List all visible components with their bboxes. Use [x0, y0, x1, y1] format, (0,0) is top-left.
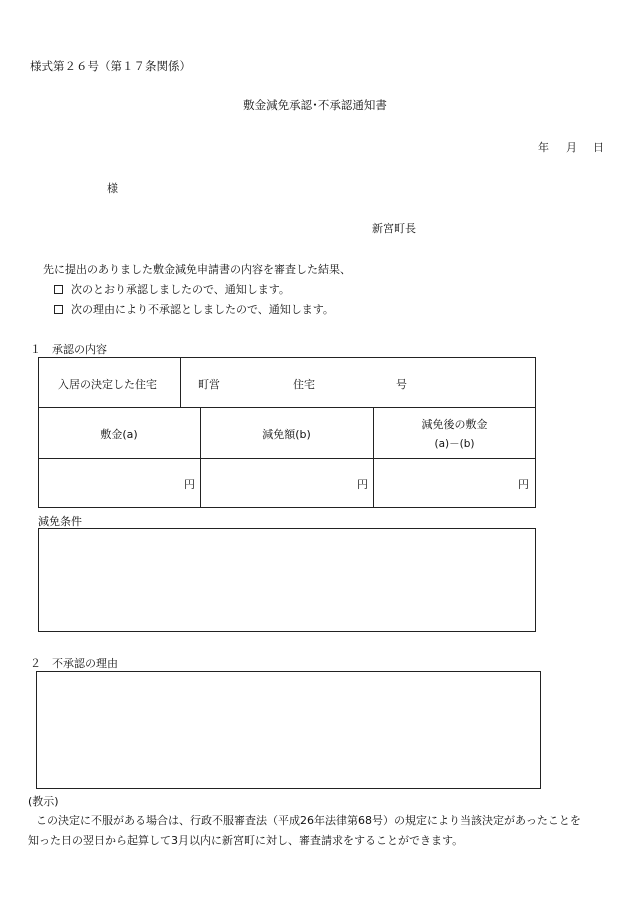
rejection-reason-box — [36, 671, 541, 789]
section2-heading: ２ 不承認の理由 — [30, 657, 118, 670]
col-after-formula: (a)－(b) — [434, 438, 475, 450]
option-rejected — [54, 301, 334, 317]
form-number: 様式第２６号（第１７条関係） — [30, 59, 191, 73]
col-after-deposit: 減免後の敷金 — [421, 418, 488, 431]
residence-town: 町営 — [198, 378, 220, 391]
reject-checkbox — [54, 305, 63, 314]
residence-number: 号 — [396, 378, 407, 391]
col-reduction: 減免額(b) — [262, 428, 311, 441]
option-approved — [54, 281, 290, 297]
option-approved-label: 次のとおり承認しましたので、通知します。 — [71, 283, 290, 296]
date-month: 月 — [566, 141, 577, 154]
table-divider — [38, 407, 536, 408]
notice-line-1: この決定に不服がある場合は、行政不服審査法（平成26年法律第68号）の規定により当該決定があったことを — [36, 814, 581, 827]
yen-after: 円 — [518, 478, 529, 491]
issuer: 新宮町長 — [372, 222, 416, 235]
residence-housing: 住宅 — [293, 378, 315, 391]
approve-checkbox — [54, 285, 63, 294]
table-divider — [200, 407, 201, 508]
section1-heading: １ 承認の内容 — [30, 343, 107, 356]
yen-reduction: 円 — [357, 478, 368, 491]
conditions-box — [38, 528, 536, 632]
conditions-label: 減免条件 — [38, 515, 82, 528]
date-year: 年 — [538, 141, 549, 154]
option-rejected-label: 次の理由により不承認としましたので、通知します。 — [71, 303, 334, 316]
col-deposit: 敷金(a) — [100, 428, 138, 441]
notice-line-2: 知った日の翌日から起算して3月以内に新宮町に対し、審査請求をすることができます。 — [28, 834, 464, 847]
residence-label: 入居の決定した住宅 — [58, 378, 157, 391]
table-divider — [180, 357, 181, 407]
document-title: 敷金減免承認･不承認通知書 — [243, 98, 387, 112]
intro-text: 先に提出のありました敷金減免申請書の内容を審査した結果、 — [43, 263, 351, 276]
date-day: 日 — [593, 141, 604, 154]
recipient-suffix: 様 — [107, 182, 118, 195]
yen-deposit: 円 — [184, 478, 195, 491]
notice-heading: (教示) — [28, 795, 59, 808]
table-divider — [38, 458, 536, 459]
